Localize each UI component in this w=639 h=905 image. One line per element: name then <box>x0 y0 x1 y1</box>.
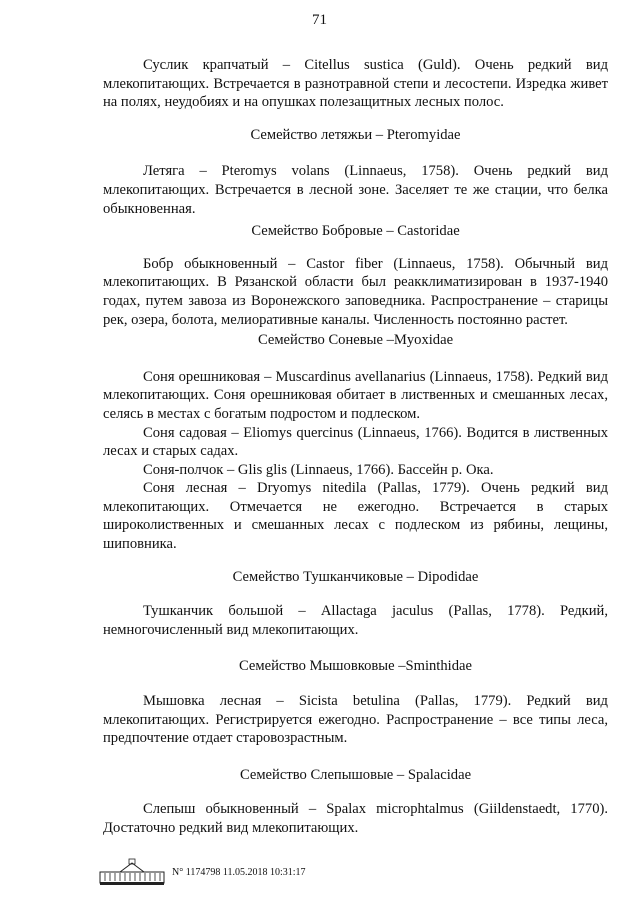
heading-castoridae: Семейство Бобровые – Castoridae <box>251 223 460 240</box>
heading-pteromyidae: Семейство летяжьи – Pteromyidae <box>250 126 461 143</box>
heading-sminthidae: Семейство Мышовковые –Sminthidae <box>239 658 472 675</box>
heading-myoxidae: Семейство Соневые –Myoxidae <box>257 332 454 349</box>
building-stamp-icon <box>98 858 166 886</box>
paragraph-sicista: Мышовка лесная – Sicista betulina (Pallas, 1779). Редкий вид млекопитающих. Регистрируется ежегодно. Распространение – все типы леса, предпочтение отдает старовозрастным. <box>103 693 608 747</box>
paragraph-dryomys: Соня лесная – Dryomys nitedila (Pallas, 1779). Очень редкий вид млекопитающих. Отмечается не ежегодно. Встречается в старых широколиственных и смешанных лесах с подлеском из рябины, лещины, шиповника. <box>103 480 608 553</box>
page-number: 71 <box>312 12 327 28</box>
document-footer <box>98 858 306 886</box>
paragraph-citellus: Суслик крапчатый – Citellus sustica (Guld). Очень редкий вид млекопитающих. Встречается в разнотравной степи и лесостепи. Изредка живет на полях, неудобиях и на опушках полезащитных лесных полос. <box>103 57 608 111</box>
heading-dipodidae: Семейство Тушканчиковые – Dipodidae <box>232 568 479 585</box>
paragraph-muscardinus: Соня орешниковая – Muscardinus avellanarius (Linnaeus, 1758). Редкий вид млекопитающих. Соня орешниковая обитает в лиственных и смешанных лесах, селясь в местах с богатым подростом и подлеском. <box>103 368 608 422</box>
paragraph-castor: Бобр обыкновенный – Castor fiber (Linnaeus, 1758). Обычный вид млекопитающих. В Рязанской области был реакклиматизирован в 1937-1940 годах, путем завоза из Воронежского заповедника. Распространение – старицы рек, озера, болота, мелиоративные каналы. Численность постоянно растет. <box>103 255 608 328</box>
paragraph-glis: Соня-полчок – Glis glis (Linnaeus, 1766). Бассейн р. Ока. <box>143 461 494 478</box>
paragraph-pteromys: Летяга – Pteromys volans (Linnaeus, 1758). Очень редкий вид млекопитающих. Встречается в лесной зоне. Заселяет те же стации, что белка обыкновенная. <box>103 163 608 217</box>
paragraph-allactaga: Тушканчик большой – Allactaga jaculus (Pallas, 1778). Редкий, немногочисленный вид млекопитающих. <box>103 603 608 638</box>
paragraph-eliomys: Соня садовая – Eliomys quercinus (Linnaeus, 1766). Водится в лиственных лесах и старых садах. <box>103 424 608 460</box>
paragraph-spalax: Слепыш обыкновенный – Spalax microphtalmus (Giildenstaedt, 1770). Достаточно редкий вид млекопитающих. <box>103 801 608 836</box>
document-registration-stamp: N° 1174798 11.05.2018 10:31:17 <box>172 866 306 878</box>
page-content <box>103 56 608 838</box>
heading-spalacidae: Семейство Слепышовые – Spalacidae <box>239 766 472 783</box>
